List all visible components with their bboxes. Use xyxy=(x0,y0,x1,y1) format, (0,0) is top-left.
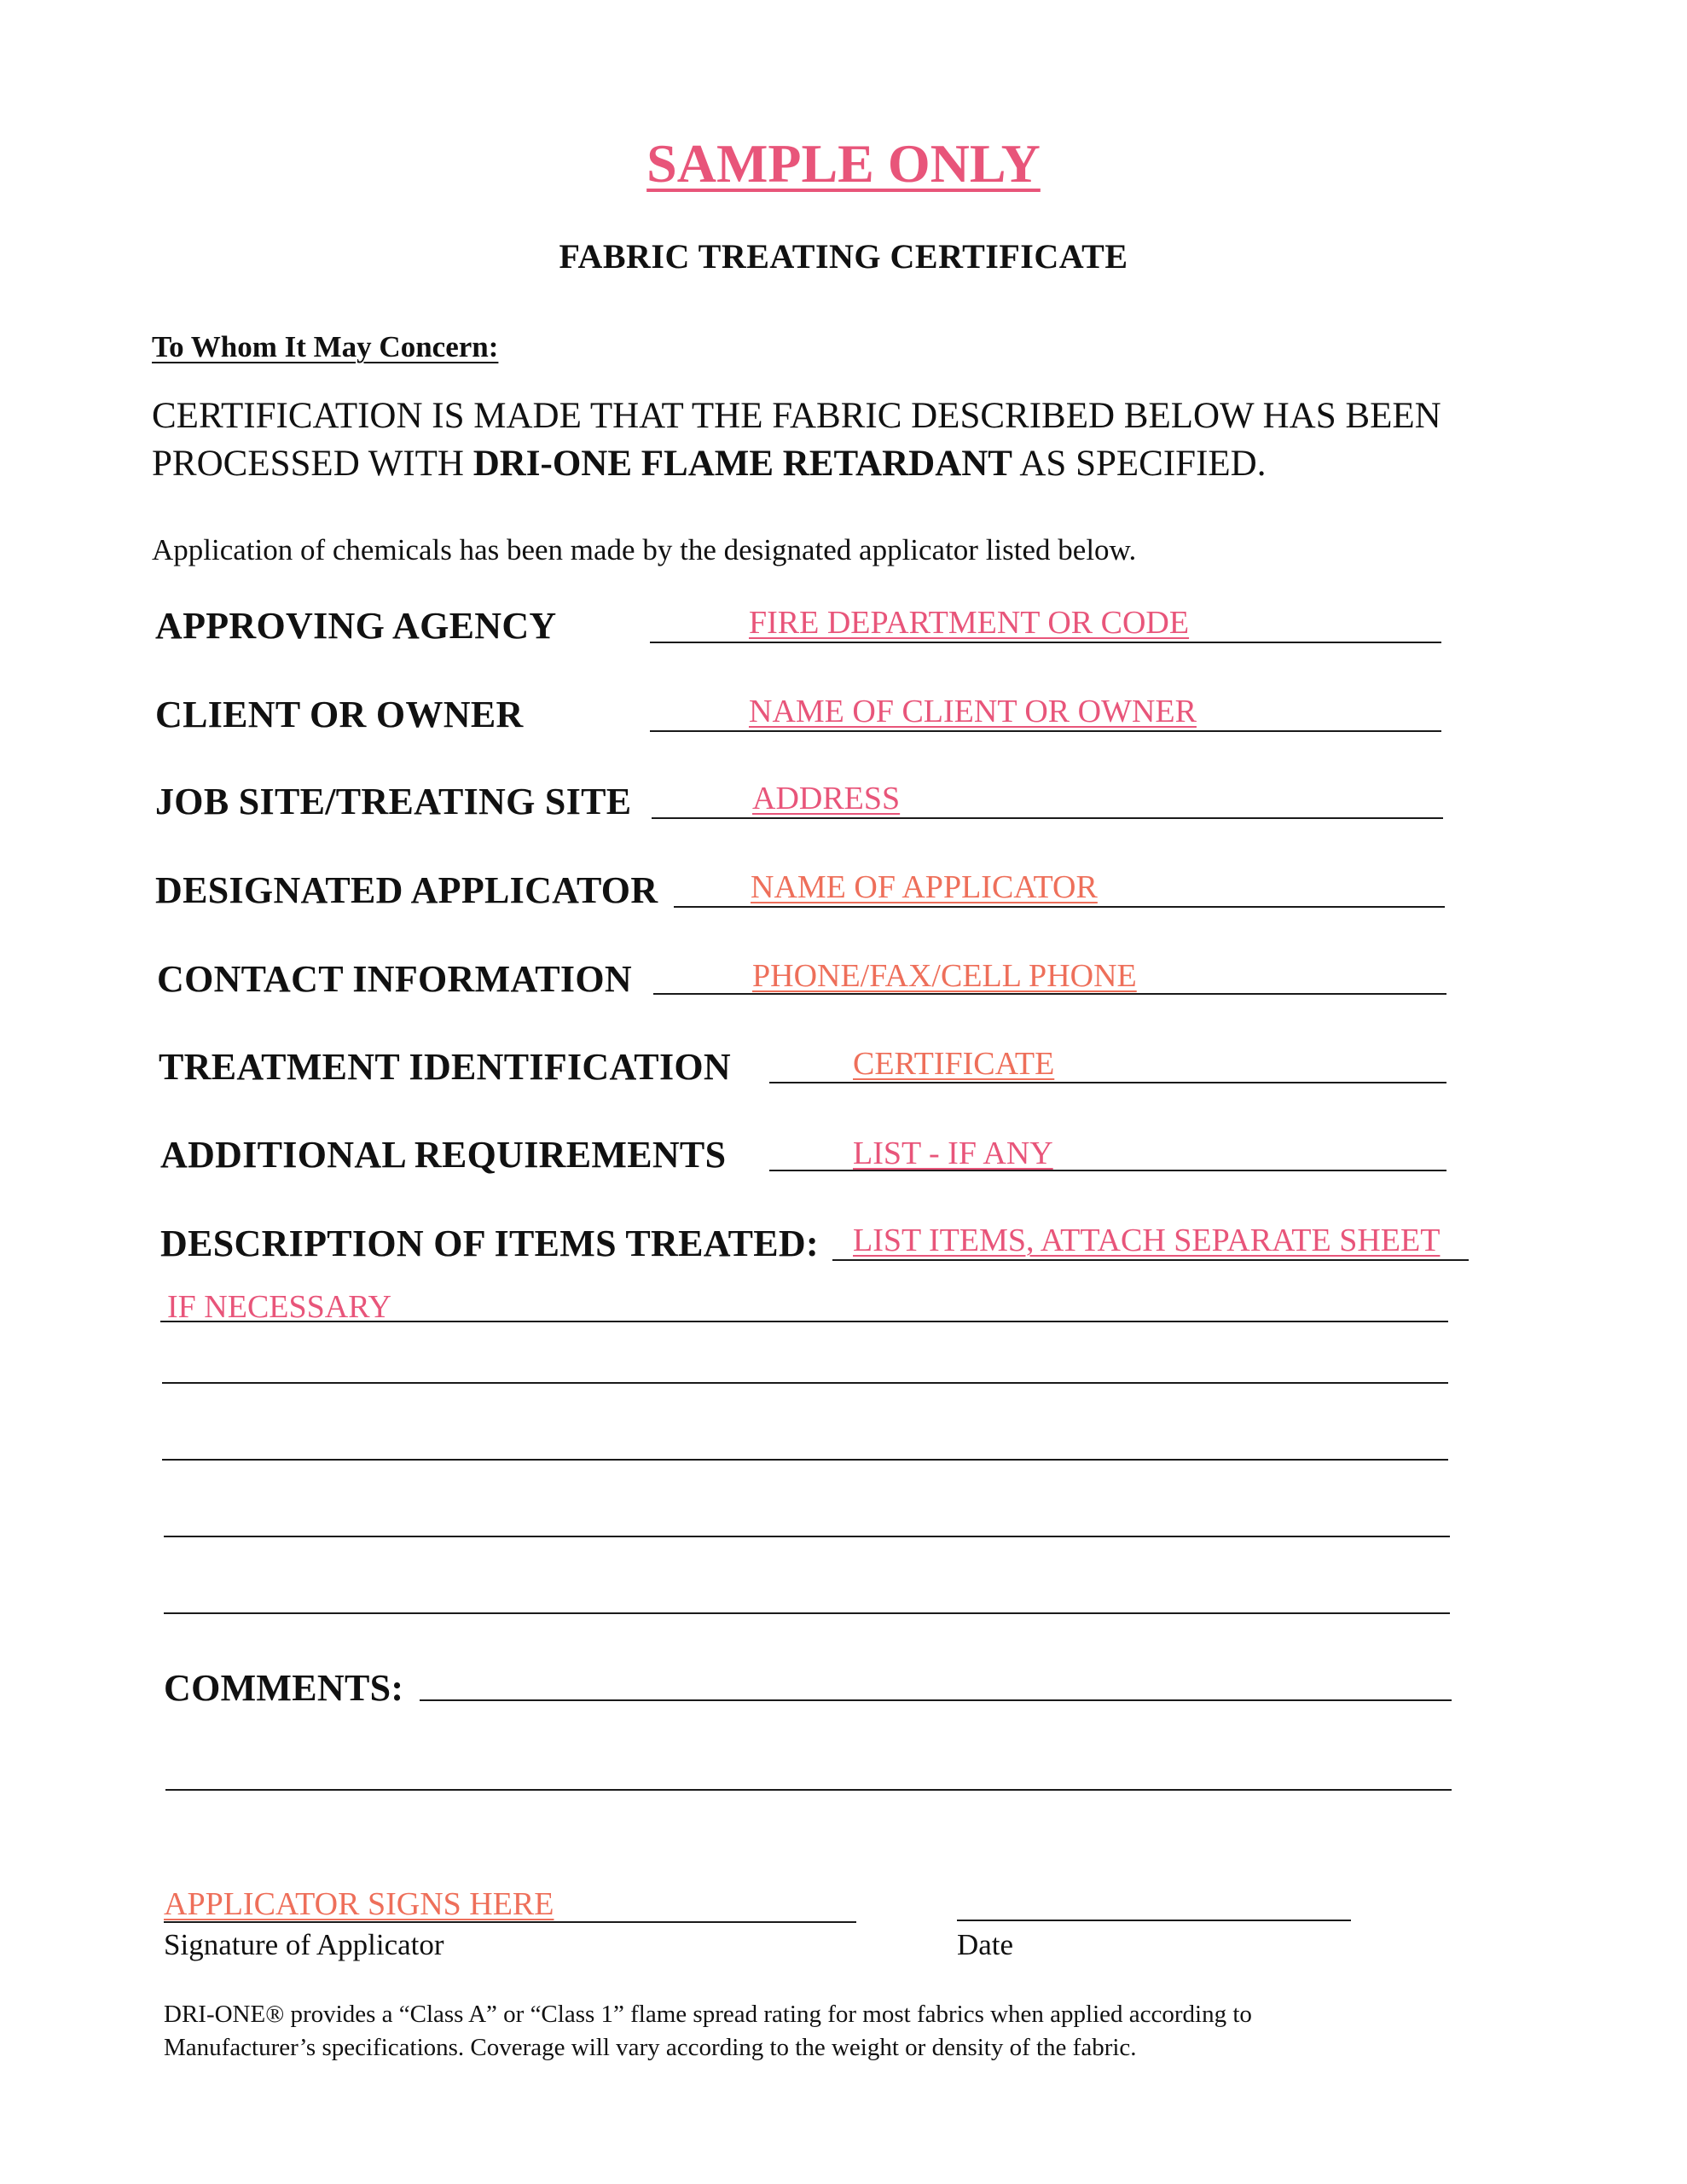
designated-applicator-line[interactable] xyxy=(674,906,1445,908)
description-line-3[interactable] xyxy=(162,1459,1448,1461)
client-owner-value: NAME OF CLIENT OR OWNER xyxy=(749,694,1197,729)
description-line-2[interactable] xyxy=(162,1382,1448,1384)
description-line-0[interactable] xyxy=(832,1259,1469,1261)
description-value-line-2: IF NECESSARY xyxy=(167,1289,391,1325)
client-owner-line[interactable] xyxy=(650,730,1441,732)
job-site-label: JOB SITE/TREATING SITE xyxy=(155,781,632,822)
contact-information-label: CONTACT INFORMATION xyxy=(157,958,632,1000)
sample-only-stamp: SAMPLE ONLY xyxy=(646,133,1041,194)
contact-information-value: PHONE/FAX/CELL PHONE xyxy=(752,958,1137,994)
product-name: DRI-ONE FLAME RETARDANT xyxy=(472,444,1012,484)
approving-agency-line[interactable] xyxy=(650,642,1441,643)
approving-agency-label: APPROVING AGENCY xyxy=(155,605,557,647)
designated-applicator-value: NAME OF APPLICATOR xyxy=(751,869,1098,905)
additional-requirements-value: LIST - IF ANY xyxy=(853,1136,1053,1171)
treatment-identification-value: CERTIFICATE xyxy=(853,1046,1055,1082)
comments-line-2[interactable] xyxy=(165,1789,1452,1791)
certification-suffix: AS SPECIFIED. xyxy=(1012,444,1267,484)
certification-prefix: PROCESSED WITH xyxy=(152,444,473,484)
signature-label: Signature of Applicator xyxy=(164,1928,444,1961)
date-label: Date xyxy=(957,1928,1014,1961)
job-site-line[interactable] xyxy=(652,817,1443,819)
client-owner-label: CLIENT OR OWNER xyxy=(155,694,524,735)
date-line[interactable] xyxy=(957,1920,1351,1921)
additional-requirements-label: ADDITIONAL REQUIREMENTS xyxy=(160,1134,727,1176)
comments-line-1[interactable] xyxy=(420,1699,1452,1701)
footer-note-line-2: Manufacturer’s specifications. Coverage will vary according to the weight or density of the fabric. xyxy=(164,2034,1137,2061)
designated-applicator-label: DESIGNATED APPLICATOR xyxy=(155,869,658,911)
signature-line[interactable] xyxy=(164,1921,856,1923)
salutation: To Whom It May Concern: xyxy=(152,330,499,363)
comments-label: COMMENTS: xyxy=(164,1667,404,1709)
approving-agency-value: FIRE DEPARTMENT OR CODE xyxy=(749,605,1190,641)
certificate-title: FABRIC TREATING CERTIFICATE xyxy=(559,237,1128,276)
description-line-5[interactable] xyxy=(164,1612,1450,1614)
job-site-value: ADDRESS xyxy=(752,781,901,816)
footer-note-line-1: DRI-ONE® provides a “Class A” or “Class 1” flame spread rating for most fabrics when applied according to xyxy=(164,2001,1252,2028)
certification-line-2 xyxy=(152,443,1266,485)
description-label: DESCRIPTION OF ITEMS TREATED: xyxy=(160,1223,819,1264)
treatment-identification-label: TREATMENT IDENTIFICATION xyxy=(159,1046,731,1088)
signature-hint: APPLICATOR SIGNS HERE xyxy=(164,1886,554,1922)
application-note: Application of chemicals has been made by the designated applicator listed below. xyxy=(152,533,1137,566)
description-line-4[interactable] xyxy=(164,1536,1450,1537)
certification-line-1: CERTIFICATION IS MADE THAT THE FABRIC DESCRIBED BELOW HAS BEEN xyxy=(152,396,1441,436)
description-value-line-1: LIST ITEMS, ATTACH SEPARATE SHEET xyxy=(853,1223,1441,1258)
